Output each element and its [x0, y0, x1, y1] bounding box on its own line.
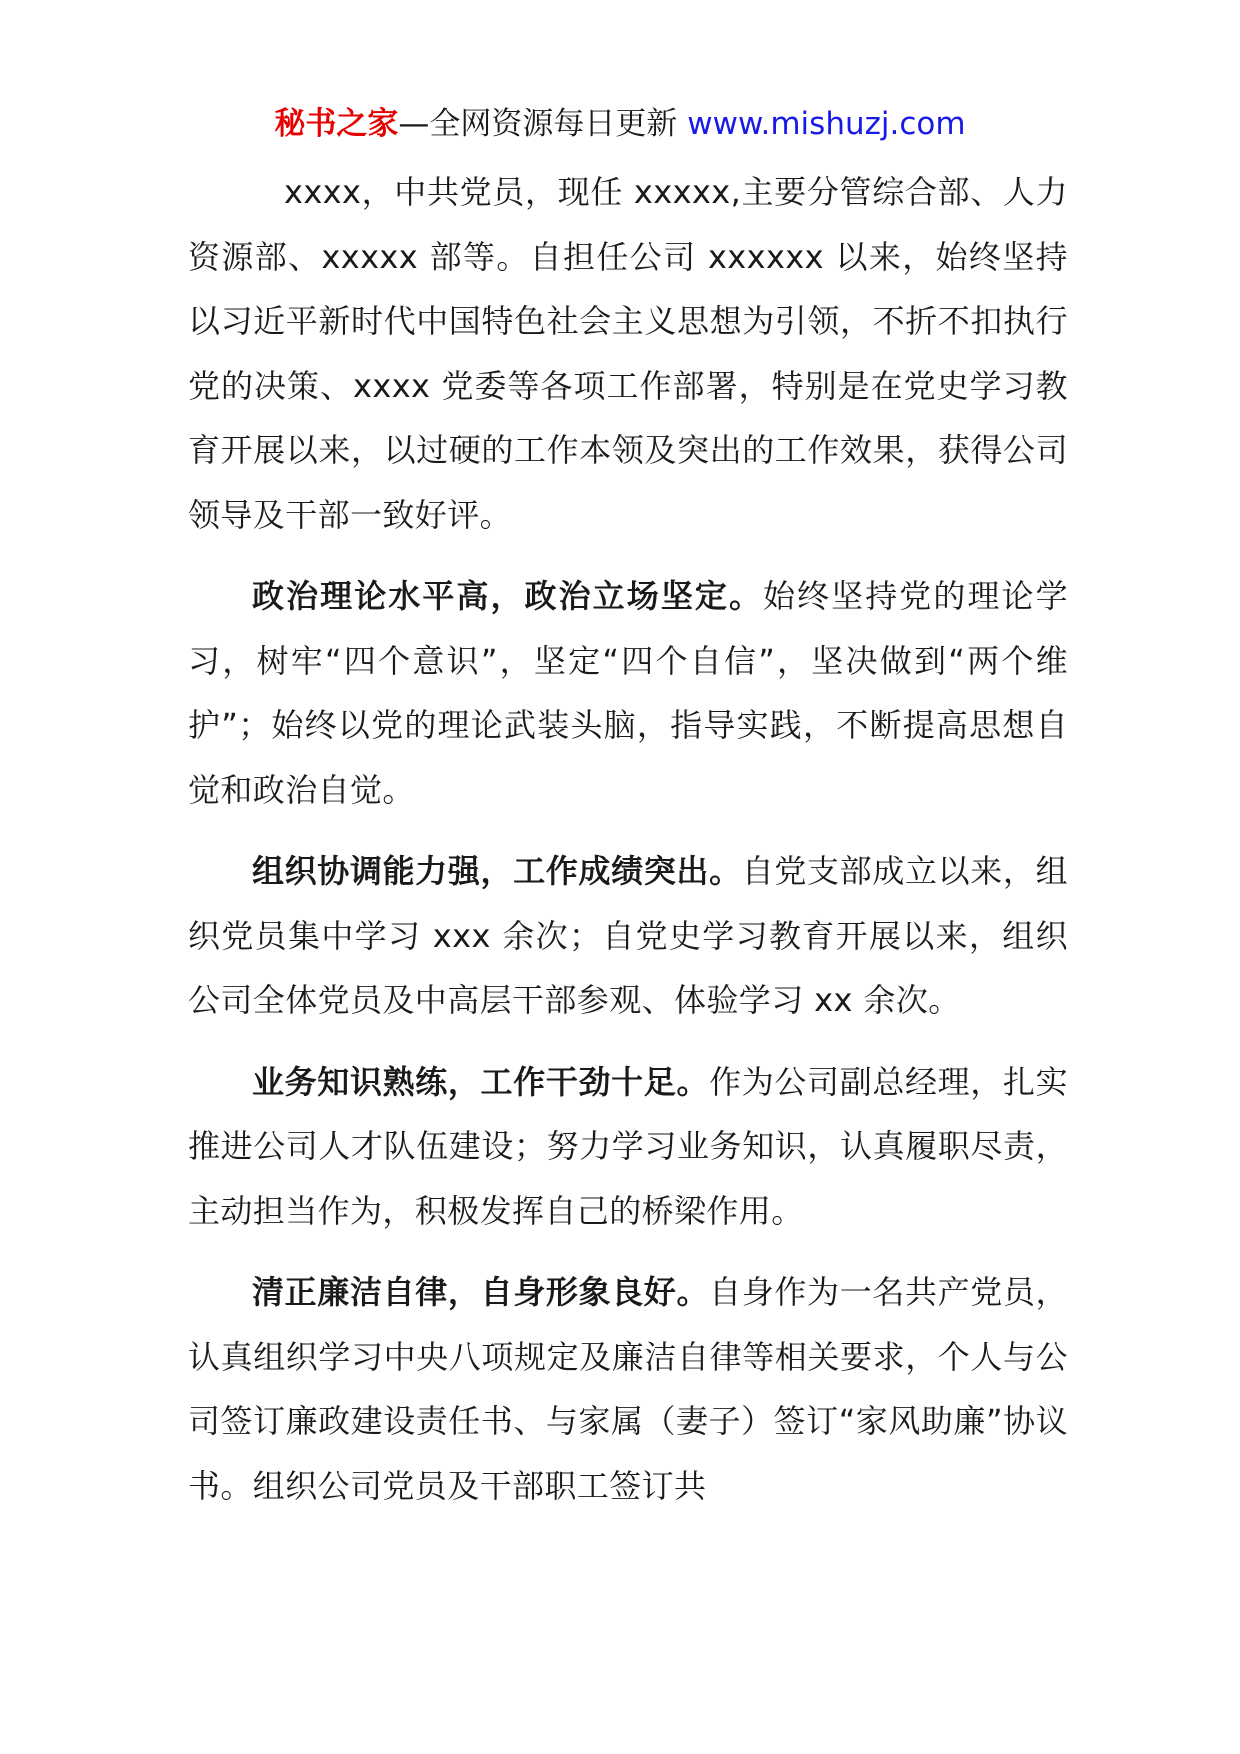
business-knowledge-paragraph: [188, 1050, 1068, 1244]
intro-paragraph: [188, 160, 1068, 547]
intro-paragraph-text: xxxx，中共党员，现任 xxxxx,主要分管综合部、人力资源部、xxxxx 部等。自担任公司 xxxxxx 以来，始终坚持以习近平新时代中国特色社会主义思想为引领，不折不扣执行党的决策、xxxx 党委等各项工作部署，特别是在党史学习教育开展以来，以过硬的工作本领及突出的工作效果，获得公司领导及干部一致好评。: [188, 173, 1068, 534]
paragraph-text: 自党支部成立以来，组织党员集中学习 xxx 余次；自党史学习教育开展以来，组织公司全体党员及中高层干部参观、体验学习 xx 余次。: [188, 852, 1068, 1019]
paragraph-text: 作为公司副总经理，扎实推进公司人才队伍建设；努力学习业务知识，认真履职尽责，主动担当作为，积极发挥自己的桥梁作用。: [188, 1062, 1068, 1230]
paragraph-lead: 业务知识熟练，工作干劲十足。: [252, 1062, 710, 1101]
paragraph-lead: 组织协调能力强，工作成绩突出。: [252, 852, 742, 890]
document-body: [188, 160, 1068, 1535]
integrity-paragraph: [188, 1260, 1068, 1518]
paragraph-lead: 政治理论水平高，政治立场坚定。: [252, 577, 764, 615]
brand-name: 秘书之家: [274, 106, 399, 142]
paragraph-text: 自身作为一名共产党员，认真组织学习中央八项规定及廉洁自律等相关要求，个人与公司签订廉政建设责任书、与家属（妻子）签订“家风助廉”协议书。组织公司党员及干部职工签订共: [188, 1273, 1068, 1505]
paragraph-lead: 清正廉洁自律，自身形象良好。: [252, 1273, 710, 1311]
site-url-link[interactable]: www.mishuzj.com: [687, 106, 966, 142]
header-slogan: —全网资源每日更新: [398, 106, 688, 142]
political-theory-paragraph: [188, 564, 1068, 822]
document-header: [0, 102, 1240, 146]
organization-paragraph: [188, 839, 1068, 1033]
paragraph-text: 始终坚持党的理论学习，树牢“四个意识”，坚定“四个自信”，坚决做到“两个维护”；始终以党的理论武装头脑，指导实践，不断提高思想自觉和政治自觉。: [188, 577, 1068, 809]
